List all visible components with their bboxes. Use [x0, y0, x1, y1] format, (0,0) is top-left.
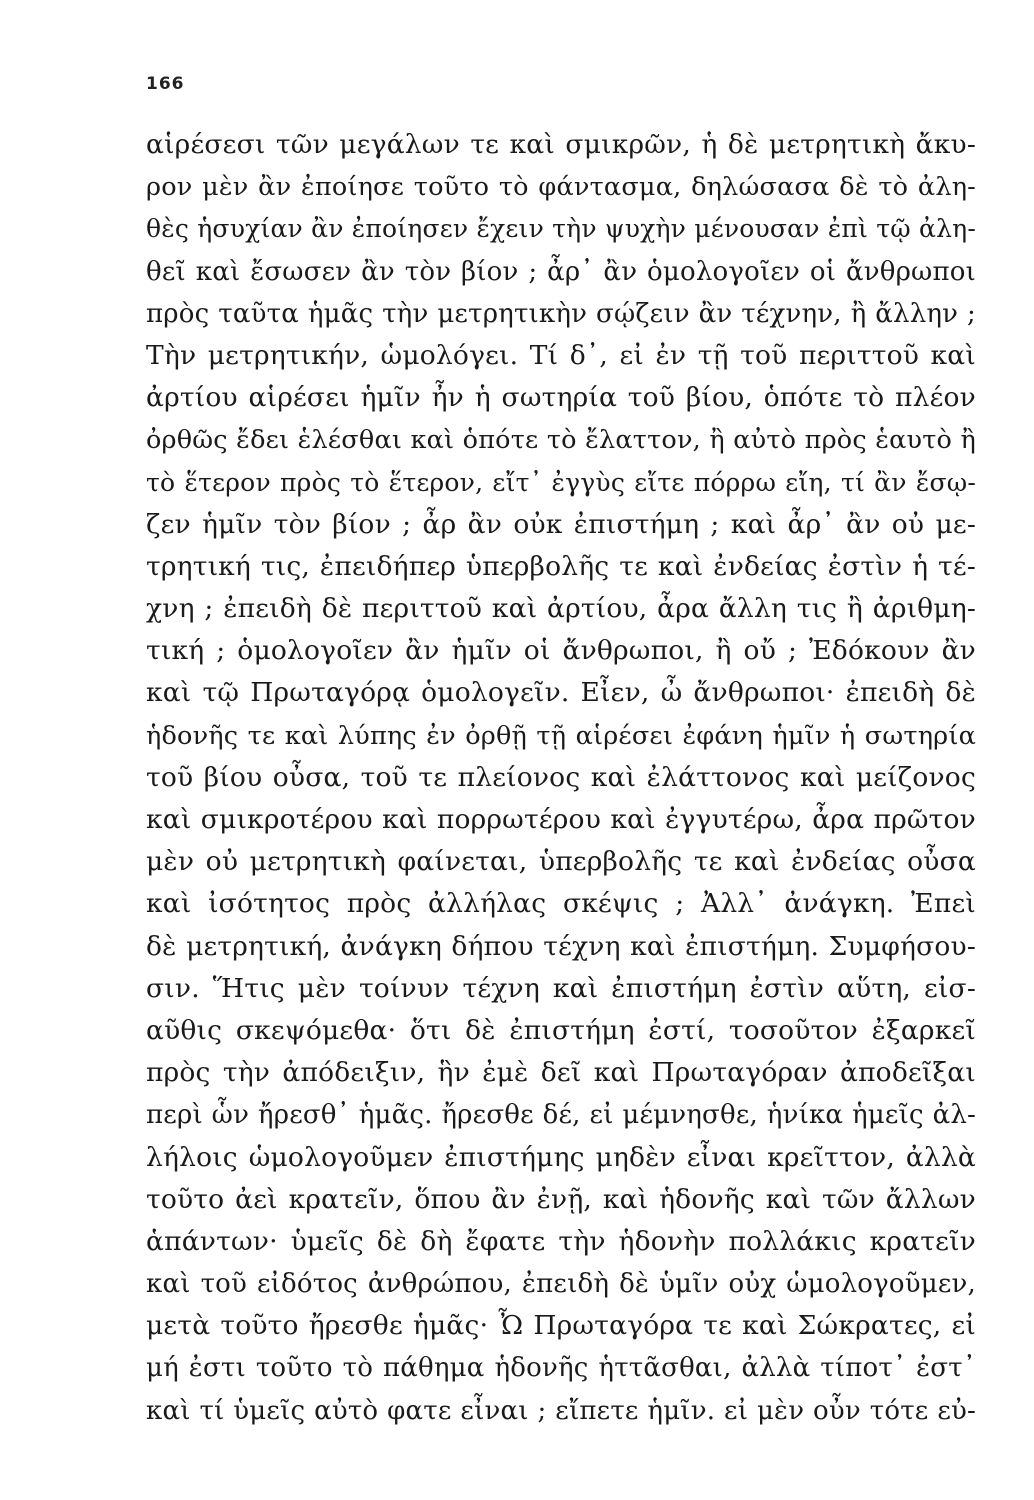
text-line: θεῖ καὶ ἔσωσεν ἂν τὸν βίον ; ἆρ᾽ ἂν ὁμολογοῖεν οἱ ἄνθρωποι: [146, 256, 976, 287]
text-line: τική ; ὁμολογοῖεν ἂν ἡμῖν οἱ ἄνθρωποι, ἢ οὔ ; Ἐδόκουν ἂν: [146, 635, 976, 667]
text-line: καὶ τί ὑμεῖς αὐτὸ φατε εἶναι ; εἴπετε ἡμῖν. εἰ μὲν οὖν τότε εὐ-: [146, 1395, 976, 1426]
text-line: ἀρτίου αἱρέσει ἡμῖν ἦν ἡ σωτηρία τοῦ βίου, ὁπότε τὸ πλέον: [146, 382, 976, 414]
text-line: ἁπάντων· ὑμεῖς δὲ δὴ ἔφατε τὴν ἡδονὴν πολλάκις κρατεῖν: [146, 1225, 976, 1257]
text-line: καὶ ἰσότητος πρὸς ἀλλήλας σκέψις ; Ἀλλ᾽ ἀνάγκη. Ἐπεὶ: [146, 888, 976, 920]
text-line: θὲς ἡσυχίαν ἂν ἐποίησεν ἔχειν τὴν ψυχὴν μένουσαν ἐπὶ τῷ ἀλη-: [146, 214, 976, 244]
text-line: καὶ τῷ Πρωταγόρᾳ ὁμολογεῖν. Εἶεν, ὦ ἄνθρωποι· ἐπειδὴ δὲ: [146, 677, 976, 709]
text-line: πρὸς ταῦτα ἡμᾶς τὴν μετρητικὴν σῴζειν ἂν τέχνην, ἢ ἄλλην ;: [146, 298, 976, 329]
text-line: καὶ σμικροτέρου καὶ πορρωτέρου καὶ ἐγγυτέρω, ἆρα πρῶτον: [146, 804, 976, 835]
text-line: τοῦτο ἀεὶ κρατεῖν, ὅπου ἂν ἐνῇ, καὶ ἡδονῆς καὶ τῶν ἄλλων: [146, 1183, 976, 1215]
text-line: καὶ τοῦ εἰδότος ἀνθρώπου, ἐπειδὴ δὲ ὑμῖν οὐχ ὡμολογοῦμεν,: [146, 1269, 976, 1300]
page-number: 166: [146, 74, 185, 94]
text-line: ζεν ἡμῖν τὸν βίον ; ἆρ ἂν οὐκ ἐπιστήμη ; καὶ ἆρ᾽ ἂν οὐ με-: [146, 508, 976, 540]
text-line: πρὸς τὴν ἀπόδειξιν, ἣν ἐμὲ δεῖ καὶ Πρωταγόραν ἀποδεῖξαι: [146, 1057, 976, 1089]
text-line: μὲν οὐ μετρητικὴ φαίνεται, ὑπερβολῆς τε καὶ ἐνδείας οὖσα: [146, 846, 976, 878]
text-line: σιν. Ἥτις μὲν τοίνυν τέχνη καὶ ἐπιστήμη ἐστὶν αὕτη, εἰσ-: [146, 972, 976, 1004]
text-line: ἡδονῆς τε καὶ λύπης ἐν ὀρθῇ τῇ αἱρέσει ἐφάνη ἡμῖν ἡ σωτηρία: [146, 720, 976, 751]
text-line: λήλοις ὡμολογοῦμεν ἐπιστήμης μηδὲν εἶναι κρεῖττον, ἀλλὰ: [146, 1141, 976, 1173]
text-line: δὲ μετρητική, ἀνάγκη δήπου τέχνη καὶ ἐπιστήμη. Συμφήσου-: [146, 930, 976, 962]
text-line: τρητική τις, ἐπειδήπερ ὑπερβολῆς τε καὶ ἐνδείας ἐστὶν ἡ τέ-: [146, 550, 976, 582]
text-line: ρον μὲν ἂν ἐποίησε τοῦτο τὸ φάντασμα, δηλώσασα δὲ τὸ ἀλη-: [146, 172, 976, 203]
text-line: μή ἐστι τοῦτο τὸ πάθημα ἡδονῆς ἡττᾶσθαι, ἀλλὰ τίποτ᾽ ἐστ᾽: [146, 1353, 976, 1384]
text-line: Τὴν μετρητικήν, ὡμολόγει. Τί δ᾽, εἰ ἐν τῇ τοῦ περιττοῦ καὶ: [146, 339, 976, 371]
text-line: περὶ ὧν ἤρεσθ᾽ ἡμᾶς. ἤρεσθε δέ, εἰ μέμνησθε, ἡνίκα ἡμεῖς ἀλ-: [146, 1100, 976, 1131]
text-line: χνη ; ἐπειδὴ δὲ περιττοῦ καὶ ἀρτίου, ἆρα ἄλλη τις ἢ ἀριθμη-: [146, 593, 976, 625]
text-line: αἱρέσεσι τῶν μεγάλων τε καὶ σμικρῶν, ἡ δὲ μετρητικὴ ἄκυ-: [146, 129, 976, 160]
text-line: τοῦ βίου οὖσα, τοῦ τε πλείονος καὶ ἐλάττονος καὶ μείζονος: [146, 761, 976, 793]
text-line: τὸ ἕτερον πρὸς τὸ ἕτερον, εἴτ᾽ ἐγγὺς εἴτε πόρρω εἴη, τί ἂν ἔσῳ-: [146, 467, 976, 497]
body-text: [146, 124, 976, 1432]
text-line: ὀρθῶς ἔδει ἑλέσθαι καὶ ὁπότε τὸ ἔλαττον, ἢ αὐτὸ πρὸς ἑαυτὸ ἢ: [146, 425, 976, 456]
text-line: μετὰ τοῦτο ἤρεσθε ἡμᾶς· Ὦ Πρωταγόρα τε καὶ Σώκρατες, εἰ: [146, 1310, 976, 1342]
text-line: αῦθις σκεψόμεθα· ὅτι δὲ ἐπιστήμη ἐστί, τοσοῦτον ἐξαρκεῖ: [146, 1014, 976, 1046]
